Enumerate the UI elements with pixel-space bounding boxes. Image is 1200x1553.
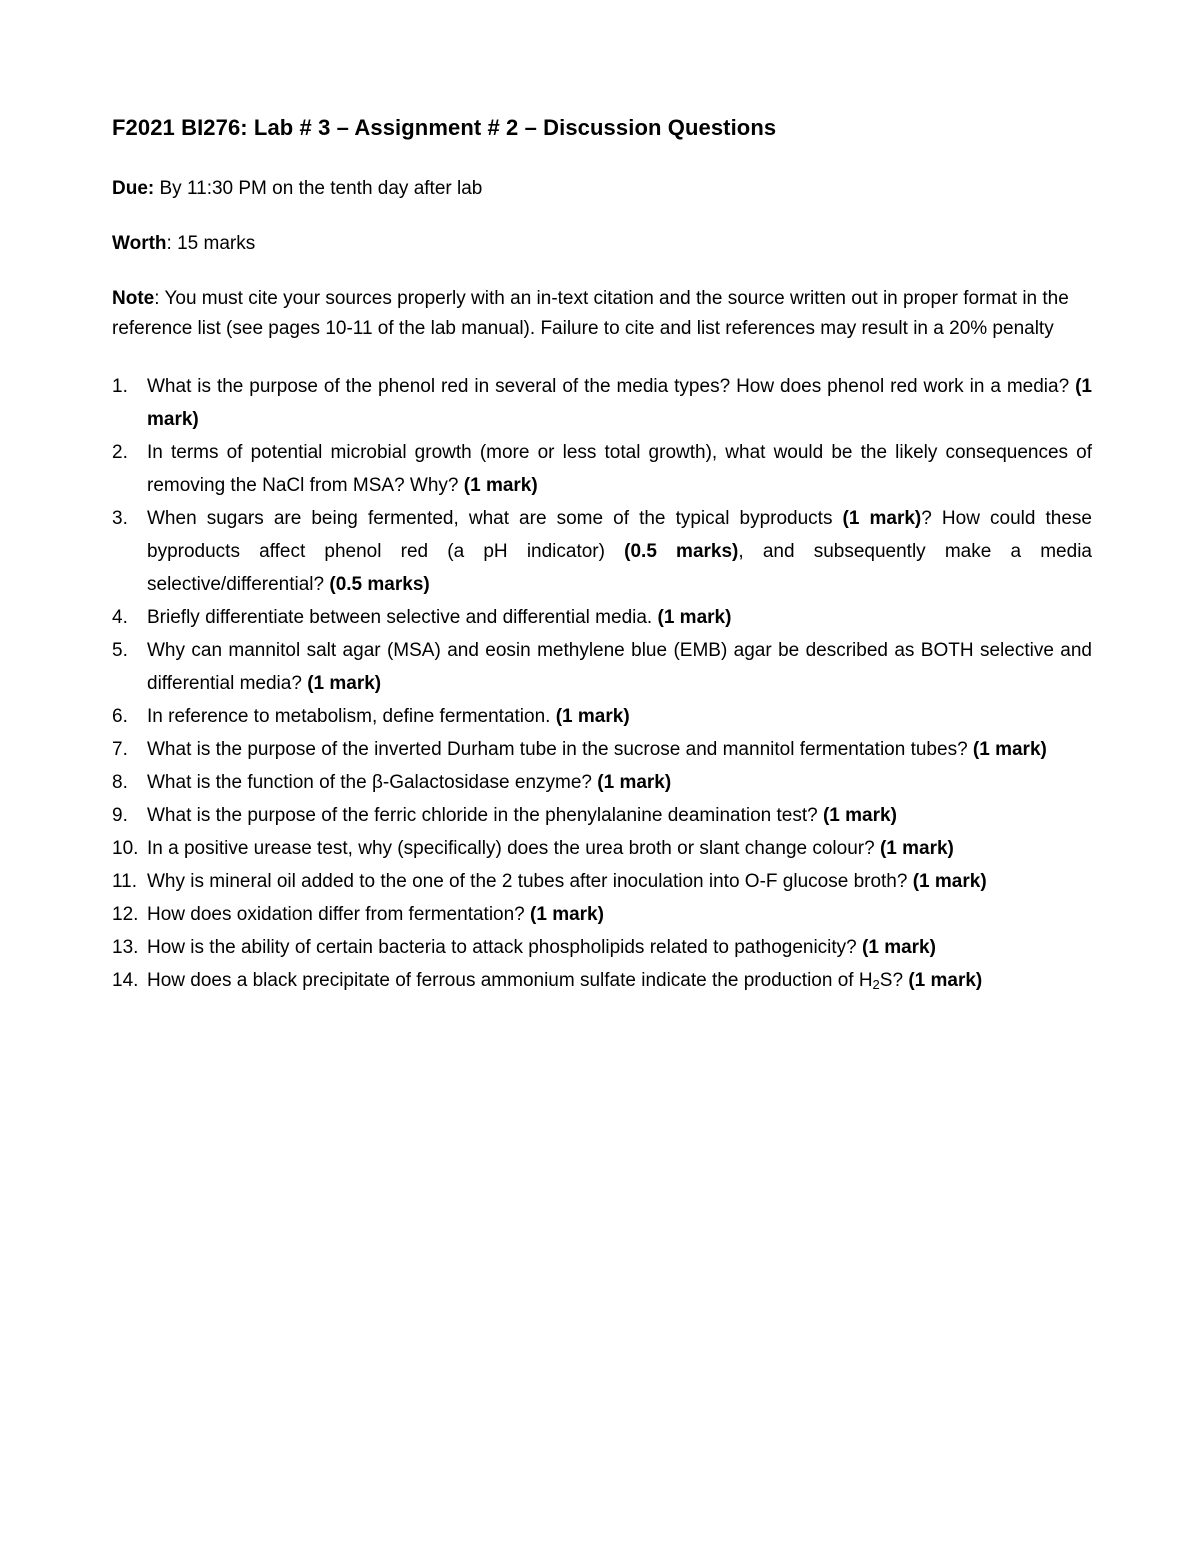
question-number: 10. [112, 838, 139, 859]
question-mark: (1 mark) [972, 739, 1047, 760]
document-title: F2021 BI276: Lab # 3 – Assignment # 2 – Discussion Questions [112, 115, 777, 140]
question-item [112, 601, 1092, 634]
question-number: 2. [112, 442, 128, 463]
question-number: 8. [112, 772, 128, 793]
question-mark: (1 mark) [657, 607, 732, 628]
question-mark: (1 mark) [842, 508, 922, 529]
worth-label: Worth [112, 233, 167, 254]
question-mark: (1 mark) [530, 904, 604, 925]
question-text: How does a black precipitate of ferrous ammonium sulfate indicate the production of H [147, 970, 873, 991]
question-number: 7. [112, 739, 128, 760]
question-number: 9. [112, 805, 128, 826]
question-item [112, 370, 1092, 436]
question-number: 12. [112, 904, 139, 925]
question-text: How is the ability of certain bacteria to attack phospholipids related to pathogenicity? [147, 937, 863, 958]
question-text: How does oxidation differ from fermentation? [147, 904, 531, 925]
question-number: 5. [112, 640, 128, 661]
question-mark: (1 mark) [147, 376, 1092, 430]
question-text: Why can mannitol salt agar (MSA) and eosin methylene blue (EMB) agar be described as BOTH selective and differential media? [147, 640, 1092, 694]
question-mark: (1 mark) [879, 838, 954, 859]
due-line [112, 174, 1092, 204]
question-text: Why is mineral oil added to the one of the 2 tubes after inoculation into O-F glucose broth? [147, 871, 913, 892]
question-text: In a positive urease test, why (specifically) does the urea broth or slant change colour? [147, 838, 880, 859]
question-mark: (0.5 marks) [329, 574, 430, 595]
question-text: S? [879, 970, 909, 991]
question-item [112, 700, 1092, 733]
question-text: Briefly differentiate between selective and differential media. [147, 607, 658, 628]
note-text: : You must cite your sources properly with an in-text citation and the source written out in proper format in the reference list (see pages 10-11 of the lab manual). Failure to cite and list references may result in a 20% penalty [112, 288, 1069, 339]
question-number: 13. [112, 937, 139, 958]
document-page [112, 112, 1092, 997]
question-mark: (1 mark) [597, 772, 672, 793]
question-item [112, 502, 1092, 601]
question-text: , and subsequently make a media selective/differential? [147, 541, 1092, 595]
question-text: In reference to metabolism, define fermentation. [147, 706, 556, 727]
question-text: What is the purpose of the inverted Durham tube in the sucrose and mannitol fermentation tubes? [147, 739, 973, 760]
question-mark: (0.5 marks) [624, 541, 739, 562]
question-text: What is the purpose of the phenol red in several of the media types? How does phenol red work in a media? [147, 376, 1076, 397]
question-list [112, 370, 1092, 997]
question-item [112, 436, 1092, 502]
question-item [112, 733, 1092, 766]
question-mark: (1 mark) [912, 871, 987, 892]
question-text: ? How could these byproducts affect phenol red (a pH indicator) [147, 508, 1092, 562]
question-item [112, 964, 1092, 997]
question-mark: (1 mark) [908, 970, 983, 991]
question-mark: (1 mark) [822, 805, 897, 826]
question-item [112, 931, 1092, 964]
question-number: 3. [112, 508, 128, 529]
question-item [112, 799, 1092, 832]
worth-line [112, 229, 1092, 259]
note-paragraph [112, 284, 1092, 344]
question-text: What is the purpose of the ferric chloride in the phenylalanine deamination test? [147, 805, 823, 826]
question-item [112, 898, 1092, 931]
question-mark: (1 mark) [463, 475, 538, 496]
question-number: 1. [112, 376, 128, 397]
question-number: 14. [112, 970, 139, 991]
question-text: What is the function of the β-Galactosidase enzyme? [147, 772, 598, 793]
question-number: 11. [112, 871, 138, 892]
question-mark: (1 mark) [307, 673, 382, 694]
question-item [112, 865, 1092, 898]
question-item [112, 832, 1092, 865]
question-mark: (1 mark) [862, 937, 936, 958]
due-label: Due: [112, 178, 155, 199]
question-number: 6. [112, 706, 128, 727]
question-mark: (1 mark) [555, 706, 630, 727]
due-value: By 11:30 PM on the tenth day after lab [154, 178, 483, 199]
question-number: 4. [112, 607, 128, 628]
question-item [112, 634, 1092, 700]
question-item [112, 766, 1092, 799]
question-text: In terms of potential microbial growth (more or less total growth), what would be the likely consequences of removing the NaCl from MSA? Why? [147, 442, 1092, 496]
note-label: Note [112, 288, 155, 309]
worth-value: : 15 marks [166, 233, 256, 254]
question-text: When sugars are being fermented, what are some of the typical byproducts [147, 508, 843, 529]
subscript-number: 2 [872, 977, 880, 992]
